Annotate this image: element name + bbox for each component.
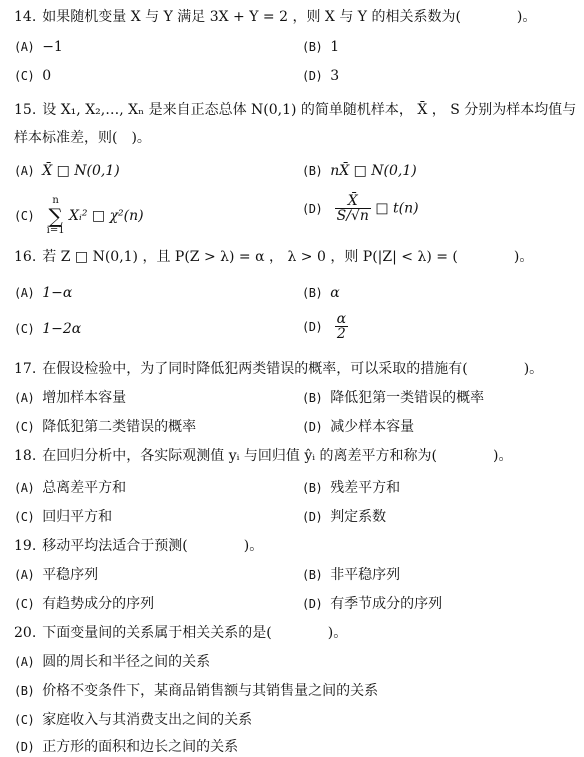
option-label: (C) bbox=[14, 69, 35, 83]
option-text: 非平稳序列 bbox=[330, 567, 401, 583]
sum-upper-limit: n bbox=[52, 195, 59, 206]
question-number: 16. bbox=[14, 249, 37, 265]
option-label: (B) bbox=[302, 391, 323, 405]
question-number: 18. bbox=[14, 448, 37, 464]
option-label: (A) bbox=[14, 40, 35, 54]
option-text: 残差平方和 bbox=[330, 480, 401, 496]
option-18-b[interactable] bbox=[302, 479, 400, 497]
fraction bbox=[335, 312, 348, 341]
option-text: 回归平方和 bbox=[42, 509, 113, 525]
option-14-d[interactable] bbox=[302, 67, 339, 85]
option-15-b[interactable] bbox=[302, 162, 417, 180]
option-18-c[interactable] bbox=[14, 508, 112, 526]
option-20-a[interactable] bbox=[14, 653, 210, 671]
option-text: 圆的周长和半径之间的关系 bbox=[42, 654, 211, 670]
question-20 bbox=[14, 624, 578, 642]
option-15-c[interactable] bbox=[14, 196, 144, 236]
option-15-d[interactable] bbox=[302, 194, 419, 223]
sigma-icon: ∑ bbox=[48, 204, 63, 228]
fraction-denominator: S/√n bbox=[336, 208, 369, 224]
summation-symbol bbox=[47, 196, 65, 236]
option-label: (C) bbox=[14, 322, 35, 336]
question-text: 移动平均法适合于预测( )。 bbox=[42, 538, 264, 554]
option-20-c[interactable] bbox=[14, 711, 252, 729]
option-16-c[interactable] bbox=[14, 320, 81, 338]
option-text: 判定系数 bbox=[330, 509, 387, 525]
option-text: X̄ □ N(0,1) bbox=[42, 163, 120, 179]
question-17 bbox=[14, 360, 578, 378]
question-text: 下面变量间的关系属于相关关系的是( )。 bbox=[42, 625, 348, 641]
option-label: (D) bbox=[302, 319, 323, 334]
option-label: (D) bbox=[14, 740, 35, 754]
option-label: (A) bbox=[14, 286, 35, 300]
option-label: (D) bbox=[302, 201, 323, 216]
question-text: 若 Z □ N(0,1) ，且 P(Z > λ) = α ， λ > 0 ，则 P(|Z| < λ) = ( )。 bbox=[42, 249, 534, 265]
question-number: 14. bbox=[14, 9, 37, 25]
option-label: (C) bbox=[14, 420, 35, 434]
option-label: (A) bbox=[14, 568, 35, 582]
option-text: 3 bbox=[330, 68, 340, 84]
option-14-a[interactable] bbox=[14, 38, 63, 56]
option-20-b[interactable] bbox=[14, 682, 378, 700]
option-text: 降低犯第二类错误的概率 bbox=[42, 419, 197, 435]
option-text: 0 bbox=[42, 68, 52, 84]
option-text: 1−α bbox=[42, 285, 73, 301]
fraction bbox=[335, 194, 371, 223]
question-text: 在回归分析中，各实际观测值 yᵢ 与回归值 ŷᵢ 的离差平方和称为( )。 bbox=[42, 448, 513, 464]
option-17-a[interactable] bbox=[14, 389, 126, 407]
option-text: 总离差平方和 bbox=[42, 480, 127, 496]
option-text: 有趋势成分的序列 bbox=[42, 596, 155, 612]
option-19-d[interactable] bbox=[302, 595, 442, 613]
option-text: 平稳序列 bbox=[42, 567, 99, 583]
question-number: 20. bbox=[14, 625, 37, 641]
option-label: (D) bbox=[302, 420, 323, 434]
option-text: nX̄ □ N(0,1) bbox=[330, 163, 417, 179]
option-text: 正方形的面积和边长之间的关系 bbox=[42, 739, 239, 755]
option-18-d[interactable] bbox=[302, 508, 386, 526]
option-14-c[interactable] bbox=[14, 67, 51, 85]
option-16-a[interactable] bbox=[14, 284, 72, 302]
option-text: Xᵢ² □ χ²(n) bbox=[69, 208, 144, 224]
option-text: □ t(n) bbox=[375, 200, 419, 217]
option-label: (B) bbox=[302, 481, 323, 495]
question-16 bbox=[14, 248, 578, 266]
option-label: (B) bbox=[14, 684, 35, 698]
option-label: (A) bbox=[14, 164, 35, 178]
option-16-b[interactable] bbox=[302, 284, 340, 302]
question-number: 15. bbox=[14, 102, 37, 118]
option-text: 1−2α bbox=[42, 321, 82, 337]
question-text: 设 X₁, X₂,…, Xₙ 是来自正态总体 N(0,1) 的简单随机样本， X̄ ， S 分别为样本均值与样本标准差，则( )。 bbox=[14, 102, 577, 146]
question-number: 17. bbox=[14, 361, 37, 377]
option-label: (A) bbox=[14, 655, 35, 669]
fraction-numerator: X̄ bbox=[335, 194, 371, 209]
option-label: (D) bbox=[302, 69, 323, 83]
option-text: 降低犯第一类错误的概率 bbox=[330, 390, 485, 406]
option-label: (C) bbox=[14, 597, 35, 611]
option-label: (D) bbox=[302, 510, 323, 524]
option-text: 价格不变条件下，某商品销售额与其销售量之间的关系 bbox=[42, 683, 379, 699]
option-17-b[interactable] bbox=[302, 389, 484, 407]
option-17-c[interactable] bbox=[14, 418, 196, 436]
option-16-d[interactable] bbox=[302, 312, 348, 341]
option-20-d[interactable] bbox=[14, 738, 238, 756]
option-text: α bbox=[330, 285, 340, 301]
fraction-denominator: 2 bbox=[336, 326, 346, 342]
option-label: (B) bbox=[302, 286, 323, 300]
option-label: (C) bbox=[14, 510, 35, 524]
option-15-a[interactable] bbox=[14, 162, 120, 180]
option-text: 有季节成分的序列 bbox=[330, 596, 443, 612]
option-18-a[interactable] bbox=[14, 479, 126, 497]
option-label: (D) bbox=[302, 597, 323, 611]
option-19-c[interactable] bbox=[14, 595, 154, 613]
option-17-d[interactable] bbox=[302, 418, 414, 436]
option-19-b[interactable] bbox=[302, 566, 400, 584]
option-text: 1 bbox=[330, 39, 340, 55]
option-19-a[interactable] bbox=[14, 566, 98, 584]
question-text: 在假设检验中，为了同时降低犯两类错误的概率，可以采取的措施有( )。 bbox=[42, 361, 544, 377]
question-19 bbox=[14, 537, 578, 555]
option-text: 增加样本容量 bbox=[42, 390, 127, 406]
option-label: (B) bbox=[302, 40, 323, 54]
option-label: (B) bbox=[302, 164, 323, 178]
question-14 bbox=[14, 8, 578, 26]
option-text: 减少样本容量 bbox=[330, 419, 415, 435]
question-15 bbox=[14, 96, 578, 152]
option-label: (B) bbox=[302, 568, 323, 582]
option-text: 家庭收入与其消费支出之间的关系 bbox=[42, 712, 253, 728]
question-18 bbox=[14, 447, 578, 465]
option-label: (A) bbox=[14, 391, 35, 405]
option-label: (A) bbox=[14, 481, 35, 495]
option-text: −1 bbox=[42, 39, 63, 55]
option-label: (C) bbox=[14, 713, 35, 727]
option-14-b[interactable] bbox=[302, 38, 339, 56]
question-text: 如果随机变量 X 与 Y 满足 3X + Y = 2 ，则 X 与 Y 的相关系数为( )。 bbox=[42, 9, 537, 25]
option-label: (C) bbox=[14, 209, 35, 223]
fraction-numerator: α bbox=[336, 311, 347, 327]
sum-lower-limit: i=1 bbox=[46, 225, 65, 236]
question-number: 19. bbox=[14, 538, 37, 554]
